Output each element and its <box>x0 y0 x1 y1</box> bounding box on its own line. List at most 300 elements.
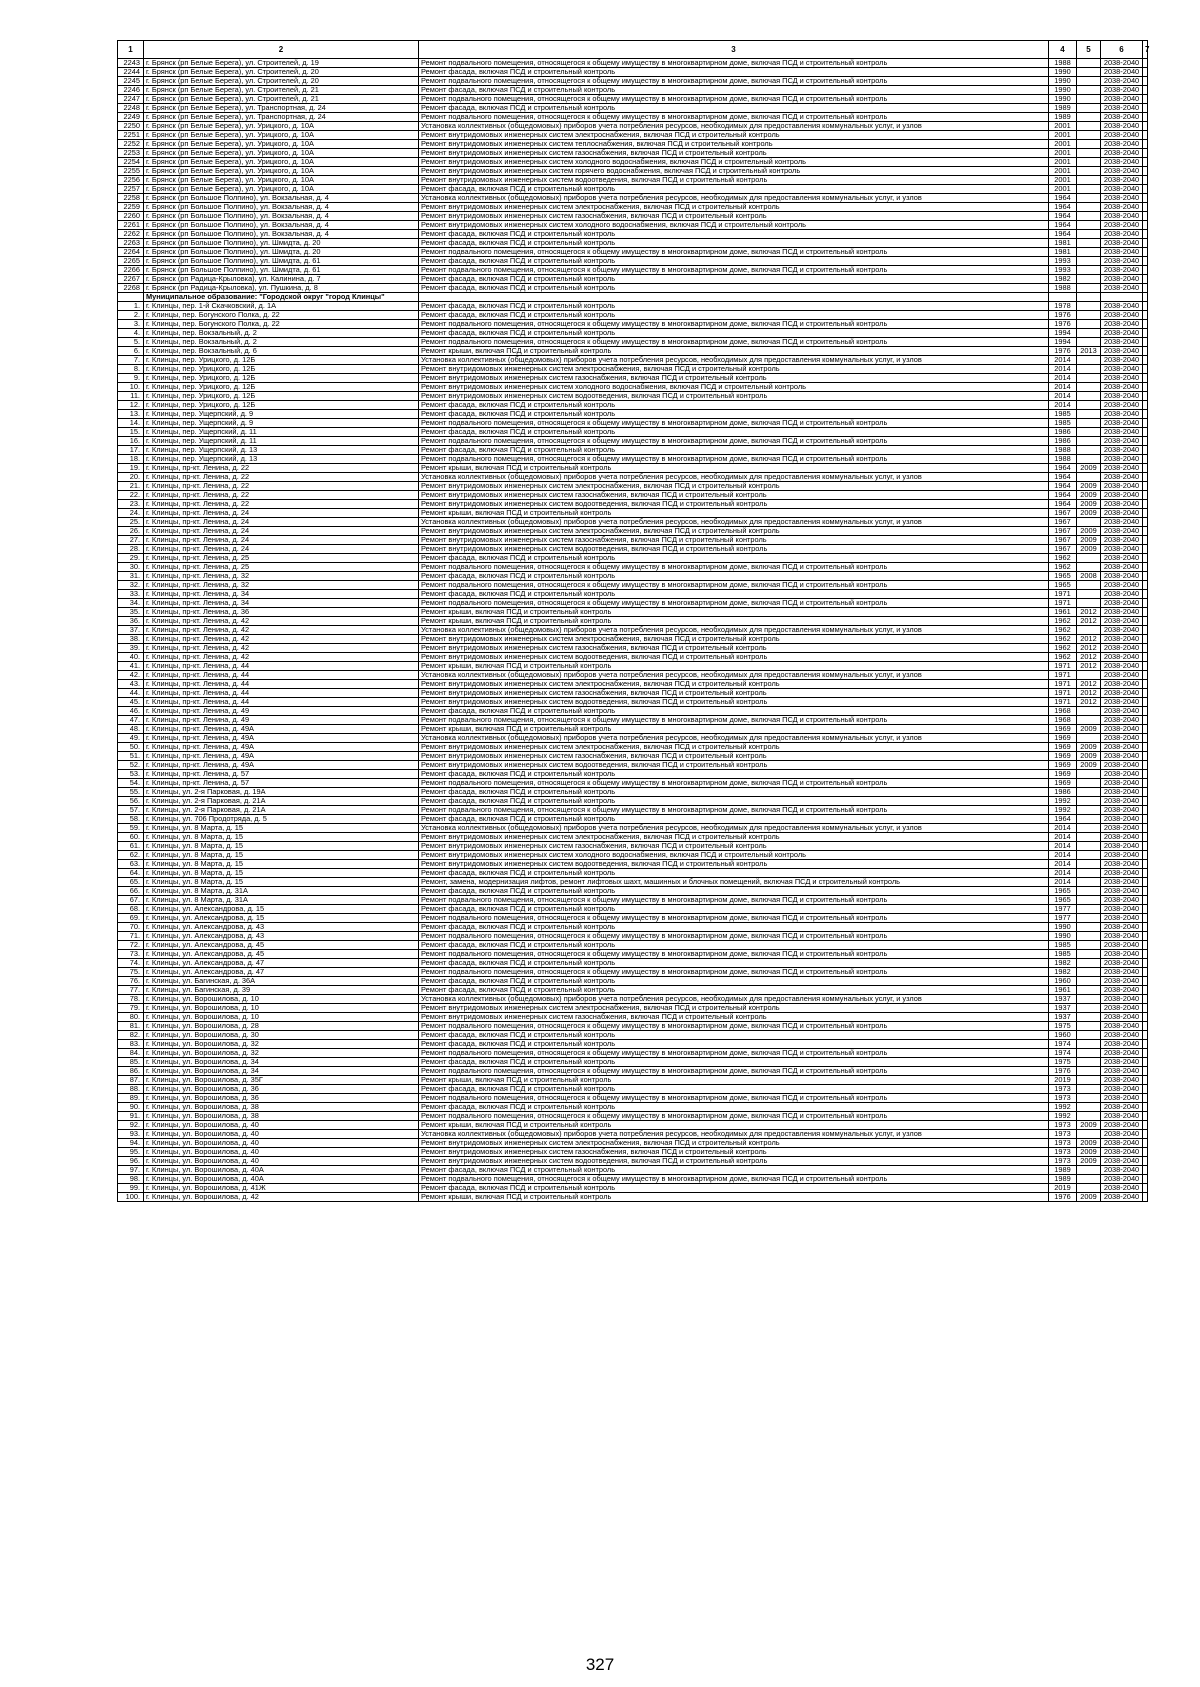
row-number: 2261 <box>118 221 144 230</box>
planned-period: 2038-2040 <box>1101 995 1143 1004</box>
planned-period: 2038-2040 <box>1101 509 1143 518</box>
planned-period: 2038-2040 <box>1101 1085 1143 1094</box>
address: г. Клинцы, ул. 2-я Парковая, д. 19А <box>144 788 419 797</box>
table-row <box>118 1094 1148 1103</box>
build-year: 1973 <box>1049 1085 1077 1094</box>
planned-period: 2038-2040 <box>1101 905 1143 914</box>
last-repair-year <box>1077 410 1101 419</box>
work-type: Ремонт фасада, включая ПСД и строительный контроль <box>419 239 1049 248</box>
last-repair-year <box>1077 95 1101 104</box>
build-year: 1971 <box>1049 671 1077 680</box>
last-repair-year <box>1077 158 1101 167</box>
last-repair-year <box>1077 149 1101 158</box>
planned-period: 2038-2040 <box>1101 770 1143 779</box>
build-year: 1992 <box>1049 1103 1077 1112</box>
last-repair-year <box>1077 914 1101 923</box>
row-number: 2256 <box>118 176 144 185</box>
build-year: 1967 <box>1049 518 1077 527</box>
address: г. Клинцы, ул. Ворошилова, д. 41Ж <box>144 1184 419 1193</box>
work-type: Ремонт внутридомовых инженерных систем водоотведения, включая ПСД и строительный контроль <box>419 176 1049 185</box>
work-type: Ремонт подвального помещения, относящегося к общему имуществу в многоквартирном доме, включая ПСД и строительный контроль <box>419 896 1049 905</box>
last-repair-year <box>1077 257 1101 266</box>
build-year: 1986 <box>1049 437 1077 446</box>
row-number: 80. <box>118 1013 144 1022</box>
planned-period: 2038-2040 <box>1101 356 1143 365</box>
empty-cell <box>1143 113 1148 122</box>
last-repair-year <box>1077 131 1101 140</box>
empty-cell <box>1143 1040 1148 1049</box>
build-year: 1964 <box>1049 212 1077 221</box>
address: г. Клинцы, пр-кт. Ленина, д. 36 <box>144 608 419 617</box>
address: г. Клинцы, пр-кт. Ленина, д. 57 <box>144 770 419 779</box>
empty-cell <box>1143 590 1148 599</box>
empty-cell <box>1143 194 1148 203</box>
planned-period: 2038-2040 <box>1101 104 1143 113</box>
table-row <box>118 896 1148 905</box>
empty-cell <box>1143 941 1148 950</box>
planned-period: 2038-2040 <box>1101 599 1143 608</box>
row-number: 23. <box>118 500 144 509</box>
address: г. Брянск (рп Белые Берега), ул. Урицкого, д. 10А <box>144 167 419 176</box>
build-year: 1964 <box>1049 464 1077 473</box>
planned-period: 2038-2040 <box>1101 572 1143 581</box>
row-number: 32. <box>118 581 144 590</box>
planned-period: 2038-2040 <box>1101 149 1143 158</box>
build-year: 1993 <box>1049 257 1077 266</box>
row-number: 54. <box>118 779 144 788</box>
work-type: Ремонт подвального помещения, относящегося к общему имуществу в многоквартирном доме, включая ПСД и строительный контроль <box>419 968 1049 977</box>
last-repair-year <box>1077 284 1101 293</box>
table-row <box>118 761 1148 770</box>
table-row <box>118 401 1148 410</box>
row-number: 88. <box>118 1085 144 1094</box>
planned-period: 2038-2040 <box>1101 68 1143 77</box>
address: г. Клинцы, пр-кт. Ленина, д. 42 <box>144 644 419 653</box>
work-type: Ремонт внутридомовых инженерных систем газоснабжения, включая ПСД и строительный контроль <box>419 689 1049 698</box>
planned-period: 2038-2040 <box>1101 383 1143 392</box>
address: г. Клинцы, пр-кт. Ленина, д. 34 <box>144 599 419 608</box>
row-number: 90. <box>118 1103 144 1112</box>
address: г. Клинцы, пр-кт. Ленина, д. 25 <box>144 554 419 563</box>
address: г. Брянск (рп Белые Берега), ул. Строителей, д. 20 <box>144 77 419 86</box>
table-row <box>118 419 1148 428</box>
empty-cell <box>1143 725 1148 734</box>
empty-cell <box>1143 1157 1148 1166</box>
empty-cell <box>1143 905 1148 914</box>
row-number: 47. <box>118 716 144 725</box>
last-repair-year <box>1077 959 1101 968</box>
empty-cell <box>1143 734 1148 743</box>
empty-cell <box>1143 968 1148 977</box>
last-repair-year: 2009 <box>1077 1139 1101 1148</box>
last-repair-year: 2013 <box>1077 347 1101 356</box>
last-repair-year <box>1077 1049 1101 1058</box>
build-year: 2014 <box>1049 842 1077 851</box>
last-repair-year <box>1077 365 1101 374</box>
build-year: 1962 <box>1049 635 1077 644</box>
row-number: 75. <box>118 968 144 977</box>
work-type: Ремонт подвального помещения, относящегося к общему имуществу в многоквартирном доме, включая ПСД и строительный контроль <box>419 266 1049 275</box>
planned-period: 2038-2040 <box>1101 329 1143 338</box>
build-year: 1990 <box>1049 932 1077 941</box>
address: г. Клинцы, пр-кт. Ленина, д. 49 <box>144 707 419 716</box>
planned-period: 2038-2040 <box>1101 815 1143 824</box>
work-type: Ремонт внутридомовых инженерных систем водоотведения, включая ПСД и строительный контроль <box>419 653 1049 662</box>
row-number: 95. <box>118 1148 144 1157</box>
row-number: 31. <box>118 572 144 581</box>
work-type: Ремонт внутридомовых инженерных систем электроснабжения, включая ПСД и строительный контроль <box>419 1139 1049 1148</box>
planned-period: 2038-2040 <box>1101 626 1143 635</box>
last-repair-year <box>1077 1103 1101 1112</box>
address: г. Брянск (рп Большое Полпино), ул. Шмидта, д. 20 <box>144 248 419 257</box>
address: г. Клинцы, ул. Ворошилова, д. 40 <box>144 1148 419 1157</box>
build-year: 2014 <box>1049 833 1077 842</box>
empty-cell <box>1143 239 1148 248</box>
build-year: 1965 <box>1049 887 1077 896</box>
address: г. Клинцы, ул. Александрова, д. 43 <box>144 932 419 941</box>
last-repair-year <box>1077 887 1101 896</box>
address: г. Клинцы, пер. Ущерпский, д. 13 <box>144 446 419 455</box>
table-row <box>118 914 1148 923</box>
planned-period: 2038-2040 <box>1101 1049 1143 1058</box>
work-type: Ремонт крыши, включая ПСД и строительный контроль <box>419 1121 1049 1130</box>
work-type: Ремонт внутридомовых инженерных систем водоотведения, включая ПСД и строительный контроль <box>419 1157 1049 1166</box>
planned-period: 2038-2040 <box>1101 1094 1143 1103</box>
build-year: 2019 <box>1049 1076 1077 1085</box>
address: г. Клинцы, ул. Ворошилова, д. 40 <box>144 1157 419 1166</box>
address: г. Клинцы, ул. 8 Марта, д. 15 <box>144 851 419 860</box>
work-type: Ремонт внутридомовых инженерных систем электроснабжения, включая ПСД и строительный контроль <box>419 833 1049 842</box>
last-repair-year <box>1077 878 1101 887</box>
work-type: Ремонт подвального помещения, относящегося к общему имуществу в многоквартирном доме, включая ПСД и строительный контроль <box>419 437 1049 446</box>
empty-cell <box>1143 77 1148 86</box>
last-repair-year <box>1077 932 1101 941</box>
row-number: 2263 <box>118 239 144 248</box>
empty-cell <box>1143 761 1148 770</box>
planned-period: 2038-2040 <box>1101 320 1143 329</box>
empty-cell <box>1143 68 1148 77</box>
work-type: Установка коллективных (общедомовых) приборов учета потребления ресурсов, необходимых для предоставления коммунальных услуг, и узлов <box>419 473 1049 482</box>
last-repair-year <box>1077 230 1101 239</box>
address: г. Клинцы, пр-кт. Ленина, д. 44 <box>144 671 419 680</box>
planned-period: 2038-2040 <box>1101 554 1143 563</box>
build-year: 1992 <box>1049 1112 1077 1121</box>
last-repair-year <box>1077 941 1101 950</box>
address: г. Клинцы, ул. Ворошилова, д. 32 <box>144 1049 419 1058</box>
last-repair-year: 2009 <box>1077 500 1101 509</box>
work-type: Ремонт внутридомовых инженерных систем газоснабжения, включая ПСД и строительный контроль <box>419 842 1049 851</box>
last-repair-year: 2009 <box>1077 1148 1101 1157</box>
work-type: Ремонт фасада, включая ПСД и строительный контроль <box>419 707 1049 716</box>
work-type: Ремонт подвального помещения, относящегося к общему имуществу в многоквартирном доме, включая ПСД и строительный контроль <box>419 806 1049 815</box>
empty-cell <box>1143 1130 1148 1139</box>
build-year: 1962 <box>1049 653 1077 662</box>
address: г. Клинцы, ул. 8 Марта, д. 15 <box>144 842 419 851</box>
empty-cell <box>1143 1148 1148 1157</box>
work-type: Ремонт фасада, включая ПСД и строительный контроль <box>419 230 1049 239</box>
build-year: 1990 <box>1049 923 1077 932</box>
empty-cell <box>1143 959 1148 968</box>
build-year: 1990 <box>1049 95 1077 104</box>
empty-cell <box>1143 149 1148 158</box>
row-number: 77. <box>118 986 144 995</box>
work-type: Ремонт крыши, включая ПСД и строительный контроль <box>419 509 1049 518</box>
row-number: 18. <box>118 455 144 464</box>
address: г. Клинцы, ул. Ворошилова, д. 36 <box>144 1085 419 1094</box>
row-number: 89. <box>118 1094 144 1103</box>
address: г. Клинцы, ул. Ворошилова, д. 34 <box>144 1067 419 1076</box>
work-type: Ремонт подвального помещения, относящегося к общему имуществу в многоквартирном доме, включая ПСД и строительный контроль <box>419 248 1049 257</box>
table-row <box>118 1031 1148 1040</box>
last-repair-year <box>1077 788 1101 797</box>
empty-cell <box>1143 770 1148 779</box>
last-repair-year <box>1077 68 1101 77</box>
work-type: Ремонт внутридомовых инженерных систем газоснабжения, включая ПСД и строительный контроль <box>419 374 1049 383</box>
work-type: Ремонт подвального помещения, относящегося к общему имуществу в многоквартирном доме, включая ПСД и строительный контроль <box>419 59 1049 68</box>
planned-period: 2038-2040 <box>1101 1076 1143 1085</box>
planned-period: 2038-2040 <box>1101 1157 1143 1166</box>
address: г. Клинцы, ул. 2-я Парковая, д. 21А <box>144 806 419 815</box>
work-type: Ремонт фасада, включая ПСД и строительный контроль <box>419 869 1049 878</box>
planned-period: 2038-2040 <box>1101 923 1143 932</box>
empty-cell <box>1143 482 1148 491</box>
empty-cell <box>1143 455 1148 464</box>
last-repair-year: 2009 <box>1077 464 1101 473</box>
build-year: 1973 <box>1049 1094 1077 1103</box>
last-repair-year: 2009 <box>1077 1157 1101 1166</box>
column-header: 5 <box>1077 41 1101 59</box>
build-year: 1973 <box>1049 1139 1077 1148</box>
last-repair-year <box>1077 770 1101 779</box>
row-number: 40. <box>118 653 144 662</box>
empty-cell <box>1143 428 1148 437</box>
planned-period: 2038-2040 <box>1101 527 1143 536</box>
build-year: 1969 <box>1049 743 1077 752</box>
planned-period: 2038-2040 <box>1101 662 1143 671</box>
work-type: Ремонт подвального помещения, относящегося к общему имуществу в многоквартирном доме, включая ПСД и строительный контроль <box>419 1049 1049 1058</box>
address: г. Клинцы, пр-кт. Ленина, д. 32 <box>144 581 419 590</box>
row-number: 55. <box>118 788 144 797</box>
empty-cell <box>1143 302 1148 311</box>
address: г. Клинцы, пр-кт. Ленина, д. 42 <box>144 617 419 626</box>
planned-period: 2038-2040 <box>1101 158 1143 167</box>
last-repair-year: 2009 <box>1077 761 1101 770</box>
empty-cell <box>1143 464 1148 473</box>
address: г. Брянск (рп Белые Берега), ул. Урицкого, д. 10А <box>144 149 419 158</box>
last-repair-year <box>1077 374 1101 383</box>
last-repair-year <box>1077 977 1101 986</box>
last-repair-year: 2009 <box>1077 743 1101 752</box>
last-repair-year <box>1077 194 1101 203</box>
empty-cell <box>1143 1004 1148 1013</box>
build-year: 2014 <box>1049 383 1077 392</box>
last-repair-year: 2012 <box>1077 653 1101 662</box>
last-repair-year <box>1077 320 1101 329</box>
build-year: 1937 <box>1049 1013 1077 1022</box>
work-type: Ремонт внутридомовых инженерных систем электроснабжения, включая ПСД и строительный контроль <box>419 527 1049 536</box>
last-repair-year <box>1077 392 1101 401</box>
row-number: 2265 <box>118 257 144 266</box>
address: г. Клинцы, пер. Урицкого, д. 12Б <box>144 392 419 401</box>
row-number: 49. <box>118 734 144 743</box>
planned-period: 2038-2040 <box>1101 914 1143 923</box>
last-repair-year <box>1077 302 1101 311</box>
work-type: Ремонт крыши, включая ПСД и строительный контроль <box>419 1193 1049 1202</box>
build-year: 2001 <box>1049 131 1077 140</box>
empty-cell <box>1143 1058 1148 1067</box>
build-year: 1965 <box>1049 572 1077 581</box>
last-repair-year <box>1077 77 1101 86</box>
build-year: 1969 <box>1049 761 1077 770</box>
work-type: Ремонт фасада, включая ПСД и строительный контроль <box>419 428 1049 437</box>
build-year: 1973 <box>1049 1130 1077 1139</box>
table-row <box>118 977 1148 986</box>
build-year: 1976 <box>1049 1193 1077 1202</box>
last-repair-year <box>1077 833 1101 842</box>
row-number: 41. <box>118 662 144 671</box>
planned-period: 2038-2040 <box>1101 77 1143 86</box>
row-number: 13. <box>118 410 144 419</box>
empty-cell <box>1143 518 1148 527</box>
build-year: 1994 <box>1049 338 1077 347</box>
address: г. Брянск (рп Белые Берега), ул. Урицкого, д. 10А <box>144 122 419 131</box>
planned-period: 2038-2040 <box>1101 275 1143 284</box>
work-type: Установка коллективных (общедомовых) приборов учета потребления ресурсов, необходимых для предоставления коммунальных услуг, и узлов <box>419 995 1049 1004</box>
empty-cell <box>1143 689 1148 698</box>
work-type: Ремонт фасада, включая ПСД и строительный контроль <box>419 770 1049 779</box>
last-repair-year <box>1077 851 1101 860</box>
planned-period: 2038-2040 <box>1101 1013 1143 1022</box>
last-repair-year <box>1077 779 1101 788</box>
work-type: Ремонт фасада, включая ПСД и строительный контроль <box>419 788 1049 797</box>
row-number: 84. <box>118 1049 144 1058</box>
work-type: Ремонт внутридомовых инженерных систем холодного водоснабжения, включая ПСД и строительный контроль <box>419 158 1049 167</box>
address: г. Клинцы, ул. 8 Марта, д. 15 <box>144 824 419 833</box>
empty-cell <box>1143 140 1148 149</box>
empty-cell <box>1143 446 1148 455</box>
build-year: 1976 <box>1049 347 1077 356</box>
planned-period: 2038-2040 <box>1101 608 1143 617</box>
planned-period: 2038-2040 <box>1101 743 1143 752</box>
planned-period: 2038-2040 <box>1101 1148 1143 1157</box>
table-row <box>118 608 1148 617</box>
planned-period: 2038-2040 <box>1101 590 1143 599</box>
table-row <box>118 950 1148 959</box>
planned-period: 2038-2040 <box>1101 1193 1143 1202</box>
row-number: 46. <box>118 707 144 716</box>
last-repair-year <box>1077 419 1101 428</box>
last-repair-year <box>1077 275 1101 284</box>
address: г. Клинцы, пер. 1-й Скачковский, д. 1А <box>144 302 419 311</box>
planned-period: 2038-2040 <box>1101 1130 1143 1139</box>
table-row <box>118 698 1148 707</box>
work-type: Ремонт фасада, включая ПСД и строительный контроль <box>419 302 1049 311</box>
last-repair-year <box>1077 86 1101 95</box>
row-number: 50. <box>118 743 144 752</box>
row-number: 73. <box>118 950 144 959</box>
planned-period: 2038-2040 <box>1101 977 1143 986</box>
work-type: Установка коллективных (общедомовых) приборов учета потребления ресурсов, необходимых для предоставления коммунальных услуг, и узлов <box>419 734 1049 743</box>
last-repair-year <box>1077 869 1101 878</box>
empty-cell <box>1143 311 1148 320</box>
planned-period: 2038-2040 <box>1101 932 1143 941</box>
work-type: Ремонт подвального помещения, относящегося к общему имуществу в многоквартирном доме, включая ПСД и строительный контроль <box>419 455 1049 464</box>
row-number: 92. <box>118 1121 144 1130</box>
empty-cell <box>1143 653 1148 662</box>
build-year: 1960 <box>1049 977 1077 986</box>
work-type: Ремонт фасада, включая ПСД и строительный контроль <box>419 446 1049 455</box>
empty-cell <box>1143 797 1148 806</box>
row-number: 2252 <box>118 140 144 149</box>
build-year: 1981 <box>1049 239 1077 248</box>
build-year: 1962 <box>1049 644 1077 653</box>
address: г. Клинцы, пр-кт. Ленина, д. 24 <box>144 509 419 518</box>
build-year: 1977 <box>1049 914 1077 923</box>
empty-cell <box>1143 1175 1148 1184</box>
last-repair-year: 2009 <box>1077 536 1101 545</box>
row-number: 2257 <box>118 185 144 194</box>
row-number: 93. <box>118 1130 144 1139</box>
planned-period: 2038-2040 <box>1101 698 1143 707</box>
address: г. Клинцы, ул. Ворошилова, д. 30 <box>144 1031 419 1040</box>
row-number: 33. <box>118 590 144 599</box>
build-year: 1964 <box>1049 482 1077 491</box>
build-year: 2001 <box>1049 140 1077 149</box>
table-row <box>118 1049 1148 1058</box>
build-year: 2014 <box>1049 356 1077 365</box>
table-row <box>118 932 1148 941</box>
work-type: Ремонт фасада, включая ПСД и строительный контроль <box>419 887 1049 896</box>
address: г. Брянск (рп Большое Полпино), ул. Вокзальная, д. 4 <box>144 203 419 212</box>
row-number: 82. <box>118 1031 144 1040</box>
row-number: 66. <box>118 887 144 896</box>
last-repair-year <box>1077 167 1101 176</box>
last-repair-year <box>1077 356 1101 365</box>
empty-cell <box>1143 860 1148 869</box>
table-row <box>118 788 1148 797</box>
planned-period: 2038-2040 <box>1101 950 1143 959</box>
build-year: 1985 <box>1049 941 1077 950</box>
work-type: Ремонт фасада, включая ПСД и строительный контроль <box>419 401 1049 410</box>
empty-cell <box>1143 419 1148 428</box>
last-repair-year <box>1077 212 1101 221</box>
last-repair-year: 2009 <box>1077 545 1101 554</box>
address: г. Клинцы, пр-кт. Ленина, д. 22 <box>144 500 419 509</box>
build-year: 1968 <box>1049 707 1077 716</box>
address: г. Клинцы, пр-кт. Ленина, д. 25 <box>144 563 419 572</box>
last-repair-year <box>1077 401 1101 410</box>
row-number: 2243 <box>118 59 144 68</box>
address: г. Клинцы, пр-кт. Ленина, д. 49А <box>144 761 419 770</box>
last-repair-year: 2008 <box>1077 572 1101 581</box>
work-type: Ремонт внутридомовых инженерных систем газоснабжения, включая ПСД и строительный контроль <box>419 644 1049 653</box>
last-repair-year <box>1077 437 1101 446</box>
address: г. Клинцы, пер. Ущерпский, д. 11 <box>144 437 419 446</box>
table-row <box>118 1112 1148 1121</box>
row-number: 67. <box>118 896 144 905</box>
empty-cell <box>1143 698 1148 707</box>
planned-period: 2038-2040 <box>1101 1112 1143 1121</box>
address: г. Клинцы, пр-кт. Ленина, д. 57 <box>144 779 419 788</box>
empty-cell <box>1143 509 1148 518</box>
last-repair-year <box>1077 1013 1101 1022</box>
build-year: 1988 <box>1049 446 1077 455</box>
work-type: Ремонт внутридомовых инженерных систем холодного водоснабжения, включая ПСД и строительный контроль <box>419 851 1049 860</box>
work-type: Ремонт подвального помещения, относящегося к общему имуществу в многоквартирном доме, включая ПСД и строительный контроль <box>419 95 1049 104</box>
build-year: 1986 <box>1049 788 1077 797</box>
empty-cell <box>1143 950 1148 959</box>
last-repair-year <box>1077 860 1101 869</box>
